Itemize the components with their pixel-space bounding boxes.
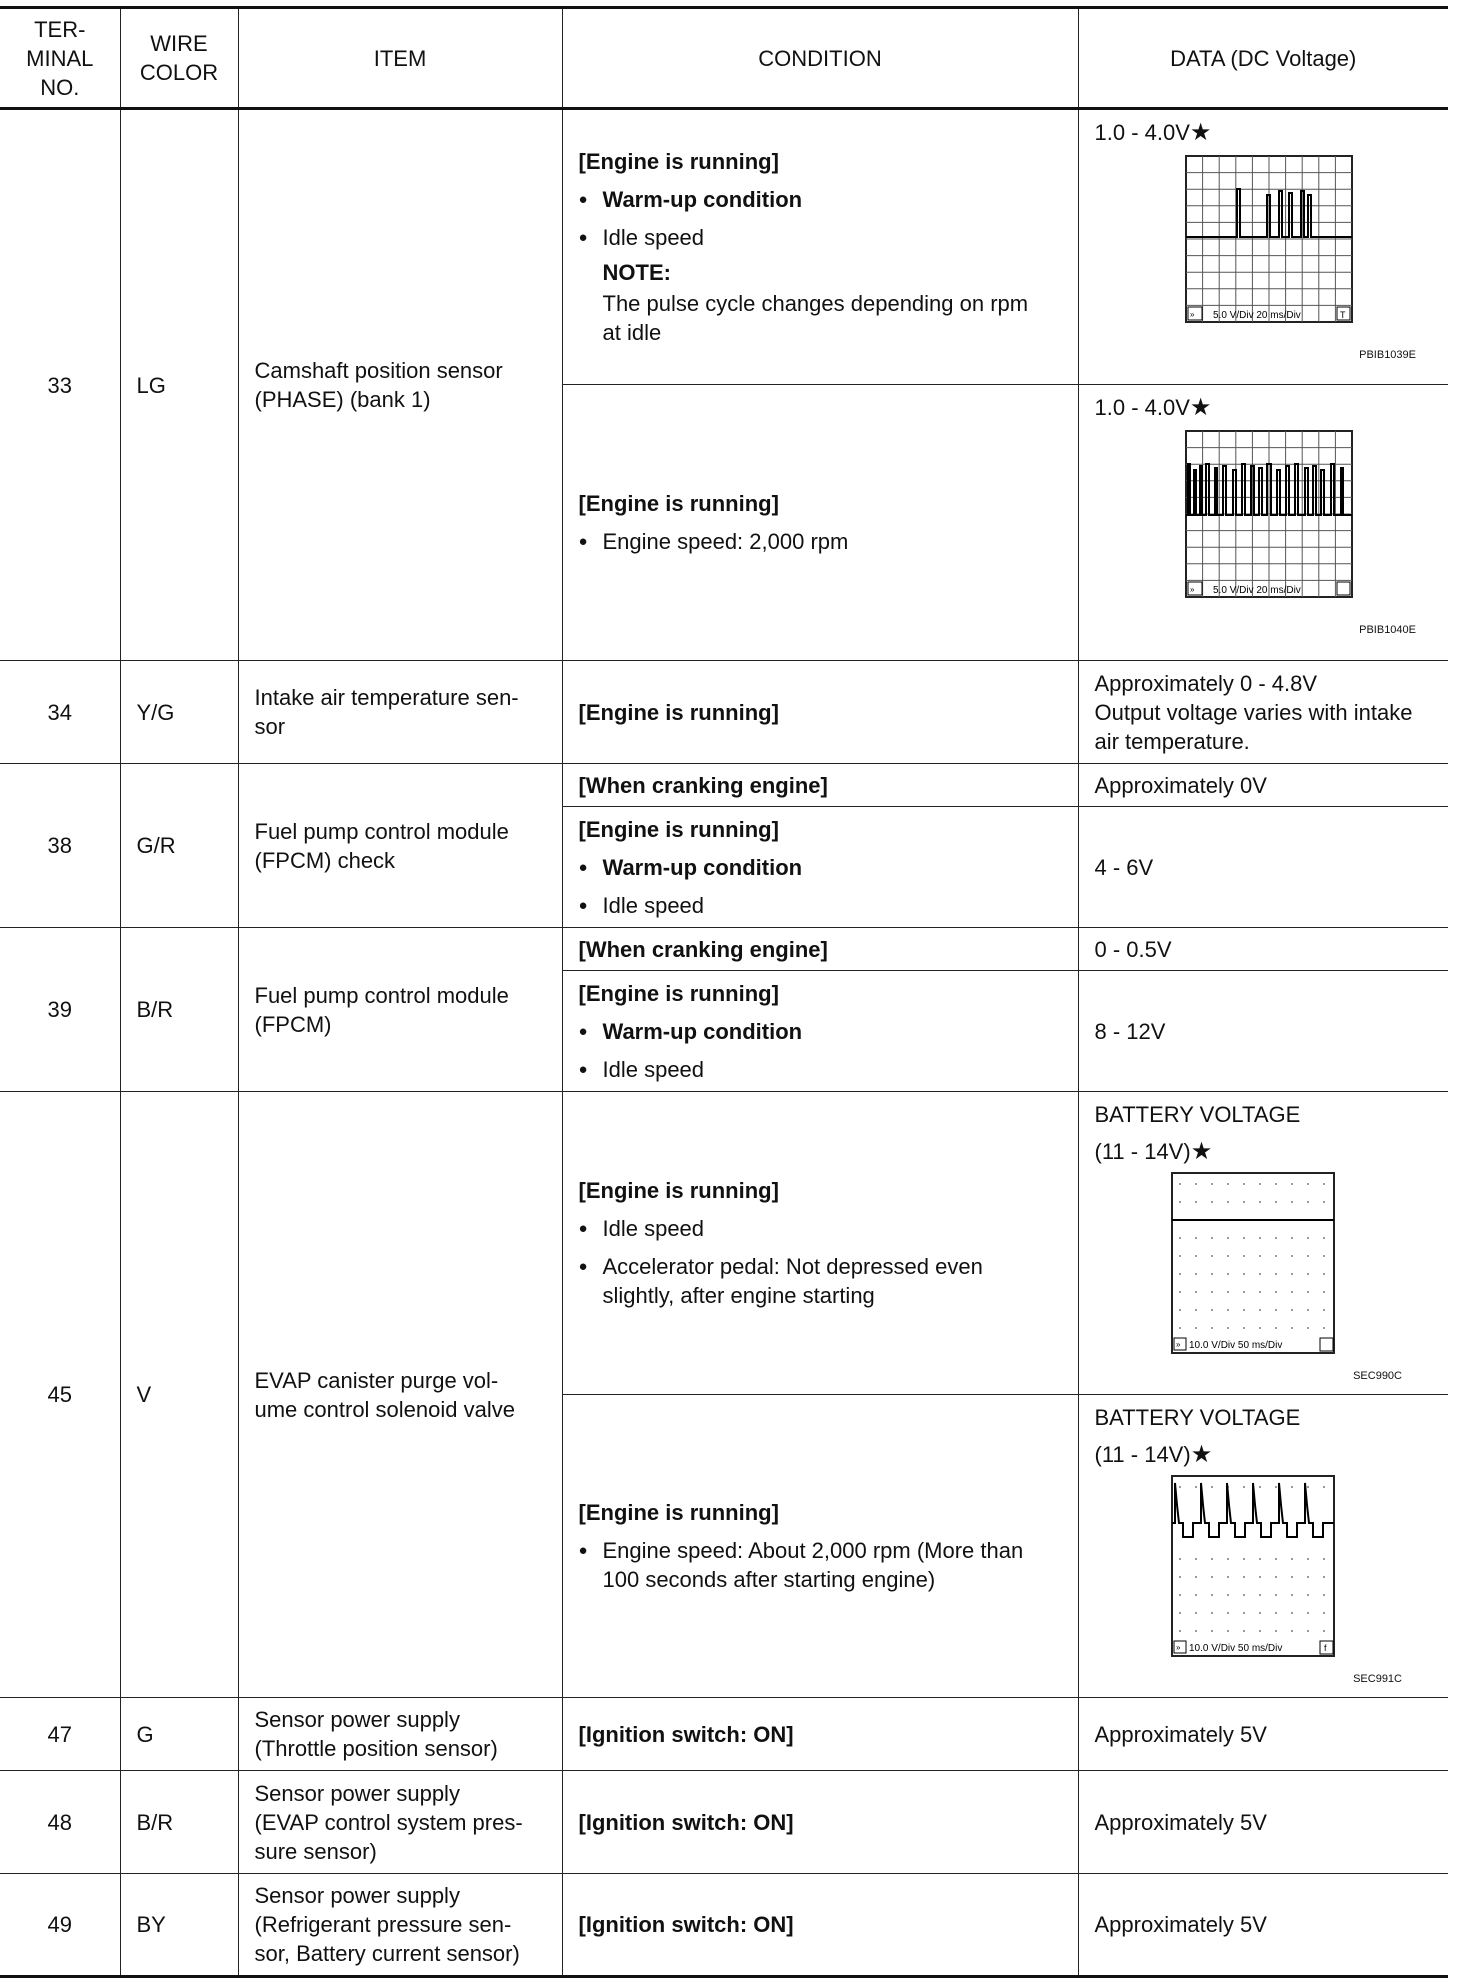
header-data: DATA (DC Voltage) [1078,8,1448,109]
condition-cell: [Engine is running] ● Warm-up condition ● Idle speed [562,971,1078,1092]
terminal-number: 45 [0,1092,120,1698]
table-row [0,1874,1448,1977]
data-cell: 8 - 12V [1078,971,1448,1092]
data-cell: 1.0 - 4.0V★ » 5.0 V/Div 20 ms/Div T PBIB1039E [1078,109,1448,385]
svg-text:T: T [1339,310,1345,320]
condition-cell: [When cranking engine] [562,764,1078,807]
svg-text:»: » [1175,1643,1180,1652]
header-terminal: TER- MINAL NO. [0,8,120,109]
header-row [0,8,1448,109]
condition-cell: [Engine is running] ● Warm-up condition ● Idle speed NOTE: The pulse cycle changes depending on rpm at idle [562,109,1078,385]
data-cell: 4 - 6V [1078,807,1448,928]
condition-cell: [Engine is running] ● Idle speed ● Accelerator pedal: Not depressed even slightly, after engine starting [562,1092,1078,1395]
condition-cell: [Engine is running] ● Engine speed: 2,000 rpm [562,385,1078,661]
data-cell: Approximately 5V [1078,1874,1448,1977]
item-cell: EVAP canister purge vol- ume control solenoid valve [238,1092,562,1698]
oscilloscope-waveform [1171,1475,1433,1668]
wire-color: B/R [120,1771,238,1874]
item-cell: Fuel pump control module (FPCM) check [238,764,562,928]
condition-cell: [Engine is running] ● Engine speed: About 2,000 rpm (More than 100 seconds after starting engine) [562,1395,1078,1698]
table-row [0,928,1448,971]
condition-cell: [Ignition switch: ON] [562,1874,1078,1977]
condition-cell: [When cranking engine] [562,928,1078,971]
condition-cell: [Engine is running] [562,661,1078,764]
table-row [0,109,1448,385]
data-cell: Approximately 5V [1078,1771,1448,1874]
condition-cell: [Ignition switch: ON] [562,1698,1078,1771]
terminal-number: 47 [0,1698,120,1771]
terminal-number: 38 [0,764,120,928]
table-row [0,661,1448,764]
svg-text:»: » [1189,310,1194,319]
data-cell: Approximately 5V [1078,1698,1448,1771]
terminal-spec-table [0,6,1448,1978]
item-cell: Fuel pump control module (FPCM) [238,928,562,1092]
wire-color: B/R [120,928,238,1092]
data-cell: Approximately 0V [1078,764,1448,807]
svg-text:5.0 V/Div 20 ms/Div: 5.0 V/Div 20 ms/Div [1212,310,1301,321]
svg-text:10.0 V/Div 50 ms/Div: 10.0 V/Div 50 ms/Div [1188,1643,1282,1654]
wire-color: BY [120,1874,238,1977]
oscilloscope-waveform [1185,430,1433,619]
item-cell: Sensor power supply (Refrigerant pressure sen- sor, Battery current sensor) [238,1874,562,1977]
data-cell: BATTERY VOLTAGE (11 - 14V)★ » 10.0 V/Div 50 ms/Div SEC990C [1078,1092,1448,1395]
terminal-number: 34 [0,661,120,764]
data-cell: BATTERY VOLTAGE (11 - 14V)★ » 10.0 V/Div 50 ms/Div f SEC991C [1078,1395,1448,1698]
condition-cell: [Engine is running] ● Warm-up condition ● Idle speed [562,807,1078,928]
svg-text:10.0 V/Div 50 ms/Div: 10.0 V/Div 50 ms/Div [1188,1340,1282,1351]
terminal-number: 49 [0,1874,120,1977]
svg-text:f: f [1323,1643,1327,1653]
condition-cell: [Ignition switch: ON] [562,1771,1078,1874]
oscilloscope-waveform [1185,155,1433,344]
header-wire-color: WIRE COLOR [120,8,238,109]
item-cell: Sensor power supply (Throttle position sensor) [238,1698,562,1771]
item-cell: Camshaft position sensor (PHASE) (bank 1) [238,109,562,661]
header-condition: CONDITION [562,8,1078,109]
item-cell: Sensor power supply (EVAP control system pres- sure sensor) [238,1771,562,1874]
svg-text:»: » [1189,585,1194,594]
table-row [0,1698,1448,1771]
svg-text:»: » [1175,1340,1180,1349]
data-cell: Approximately 0 - 4.8V Output voltage varies with intake air temperature. [1078,661,1448,764]
terminal-number: 39 [0,928,120,1092]
table-row [0,1092,1448,1395]
data-cell: 1.0 - 4.0V★ » 5.0 V/Div 20 ms/Div PBIB1040E [1078,385,1448,661]
item-cell: Intake air temperature sen- sor [238,661,562,764]
wire-color: V [120,1092,238,1698]
wire-color: LG [120,109,238,661]
oscilloscope-waveform [1171,1172,1433,1365]
terminal-number: 48 [0,1771,120,1874]
terminal-number: 33 [0,109,120,661]
header-item: ITEM [238,8,562,109]
wire-color: G/R [120,764,238,928]
wire-color: Y/G [120,661,238,764]
data-cell: 0 - 0.5V [1078,928,1448,971]
svg-text:5.0 V/Div 20 ms/Div: 5.0 V/Div 20 ms/Div [1212,585,1301,596]
table-row [0,1771,1448,1874]
wire-color: G [120,1698,238,1771]
table-row [0,764,1448,807]
document-page [0,6,1448,1978]
